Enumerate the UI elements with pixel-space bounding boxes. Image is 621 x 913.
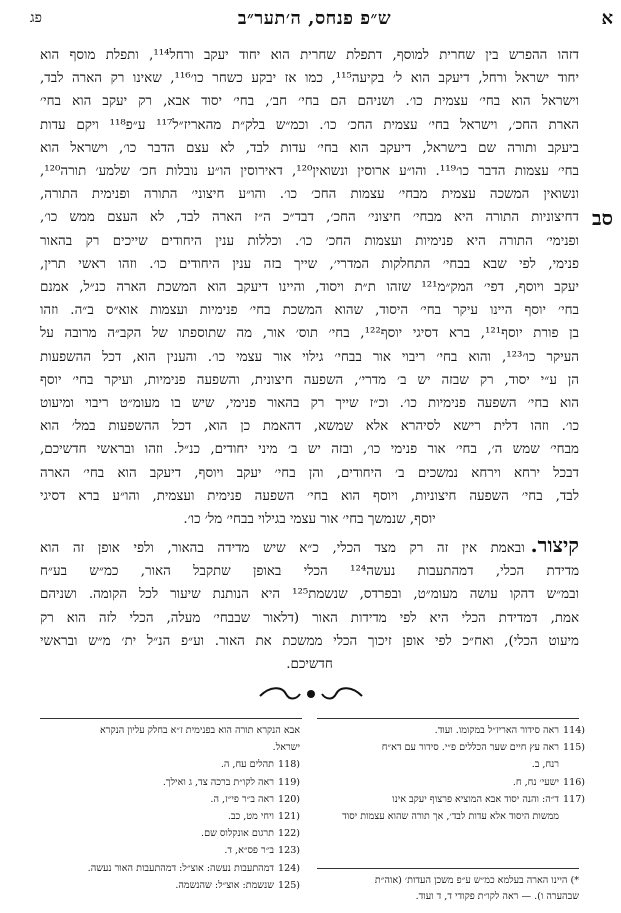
header-mark: א — [601, 8, 613, 29]
text-line: הארת החכ׳, וישראל בחי׳ עצמית החכ׳ כו׳. וכמ״ש בלק״ת מהאריז״ל¹¹⁷ ע״פ¹¹⁸ ויקם עדות — [40, 117, 579, 133]
star-footnote — [317, 868, 579, 905]
page-number: פג — [30, 10, 42, 26]
footnote — [32, 756, 300, 773]
star-footnote-line: שבהערה ו). — ראה לקו״ת פקודי ד, ד ועוד. — [415, 891, 579, 902]
text-line: העיקר כו׳¹²³, והוא בחי׳ ריבוי אור בבחי׳ גילוי אור עצמי כו׳. והענין הוא, דכל ההשפעות — [40, 349, 579, 365]
text-line: יוסף, שנמשך בחי׳ אור עצמי בגילוי בבחי׳ מל׳ כו׳. — [183, 512, 436, 528]
margin-section-mark: סב — [591, 206, 613, 230]
footnote-rule-left — [40, 718, 302, 719]
footnote-text: ראה סידור האריז״ל במקומו. ועוד. — [434, 725, 559, 736]
summary-first-line-text: ובאמת אין זה רק מצד הכלי, כ״א שיש מדידה בהאור, ולפי אופן זה הוא — [40, 541, 525, 556]
footnote-text: ישראל. — [272, 742, 300, 754]
text-line: ונשואין המשכה עצמית מבחי׳ עצמות החכ׳ כו׳. והו״ע חיצוני׳ התורה ופנימית התורה, — [40, 187, 579, 203]
text-line: דזהו ההפרש בין שחרית למוסף, דתפלת שחרית הוא יחוד יעקב ורחל¹¹⁴, ותפלת מוסף הוא — [40, 48, 579, 63]
summary-line: מדידת הכלי, דמהתעבות נעשה¹²⁴ הכלי באופן שתקבל האור, כמ״ש בע״ח — [40, 564, 579, 580]
footnote-number: 123) — [278, 845, 300, 857]
footnote-number: 114) — [563, 725, 585, 736]
footnote-number: 118) — [278, 759, 300, 771]
running-title: ש״פ פנחס, ה׳תער״ב — [237, 8, 392, 29]
footnote — [317, 774, 585, 791]
footnote — [317, 756, 585, 773]
text-line: פנימי, לפי שבא בבחי׳ התחלקות המדרי׳, שייך בזה ענין היחודים כו׳. וזהו ראשי תרין, — [40, 256, 579, 272]
text-line: ביעקב ותורה שם בישראל, דיעקב הוא בחי׳ עדות לבד, לא עצם הדבר כו׳, וישראל הוא — [40, 140, 579, 156]
footnote-text: ראה ב״ר פי״ז, ה. — [210, 793, 274, 805]
text-line: לבד, בחי׳ השפעה חיצוניות, ויוסף הוא בחי׳ השפעה פנימית ועצמית, והו״ע ברא דסיגי — [40, 488, 579, 504]
footnote — [32, 860, 300, 877]
flourish-icon — [256, 684, 366, 704]
footnote — [317, 739, 585, 756]
footnote — [32, 774, 300, 791]
footnote-text: ראה עץ חיים שער הכללים פ״י. סידור עם דא״ח — [381, 742, 559, 754]
text-line: הוא בחי׳ השפעה פנימיות כו׳. וכ״ז שייך רק בהאור פנימי, שיש בו מעומ״ט ריבוי ומיעוט — [40, 396, 579, 412]
footnote-number: 121) — [278, 811, 300, 823]
footnote-text: ראה לקו״ת ברכה צד, ג ואילך. — [162, 776, 274, 788]
footnote-number: 117) — [563, 793, 585, 805]
footnote — [32, 739, 300, 756]
text-line: וישראל הוא בחי׳ עצמית כו׳. ושניהם הם בחי׳ חב׳, בחי׳ יסוד אבא, רק יעקב הוא בחי׳ — [40, 94, 579, 110]
footnotes-column-left — [32, 722, 300, 894]
footnote — [317, 808, 585, 825]
main-text — [40, 44, 579, 531]
text-line: ופנימי׳ התורה היא פנימיות ועצמות החכ׳ כו׳. וכללות ענין היחודים שייכים רק בהאור — [40, 233, 579, 249]
footnote — [32, 877, 300, 894]
text-line: בחי׳ יוסף היינו עיקר בחי׳ היסוד, שהוא המשכת בחי׳ פנימיות ועצמות אוא״ס ב״ה. וזהו — [40, 303, 579, 319]
footnote-rule-right — [317, 718, 579, 719]
summary-line: אמת, דמדידת הכלי היא לפי מדידות האור (דלאור שבבחי׳ מעלה, הכלי לזה הוא רק — [40, 610, 579, 626]
text-line: יעקב ויוסף, דפי׳ המק״מ¹²¹ שזהו ת״ת ויסוד, והיינו דיעקב הוא המשכת הארה כנ״ל, אמנם — [40, 280, 579, 296]
footnote — [32, 722, 300, 739]
star-footnote-line: *) היינו הארה בעלמא כמ״ש ע״פ משכן העדות׳ (אוה״ת — [374, 875, 579, 886]
text-line: דחיצוניות התורה היא מבחי׳ חיצוני׳ החכ׳, דבד״כ ה״ז הארה לבד, לא העצם ממש כו׳, — [40, 210, 579, 226]
footnote-text: ויחי מט, כב. — [227, 811, 274, 823]
footnote — [32, 842, 300, 859]
footnote-text: ממשות היסוד אלא עדות לבד׳, אך תורה שהוא עצמות יסוד — [342, 811, 559, 823]
summary-line: מיעוט הכלי), ואח״כ לפי אופן זיכוך הכלי ממשכת את האור. וע״פ הנ״ל ית׳ מ״ש ובראשי — [40, 633, 579, 649]
footnote — [32, 808, 300, 825]
ornament-divider — [0, 684, 621, 704]
text-line: מבחי׳ שמש ה׳, בחי׳ אור פנימי כו׳, ובזה יש ב׳ מיני יחודים, כנ״ל. וזהו ובראשי חדשיכם, — [40, 442, 579, 458]
summary-first-line — [40, 534, 579, 560]
footnote-text: רנח, ב. — [531, 759, 559, 771]
footnote — [317, 791, 585, 808]
summary-lines — [40, 560, 579, 676]
footnote-number: 125) — [278, 879, 300, 891]
footnote — [32, 791, 300, 808]
footnote-text: שנשמת: אוצ״ל: שהנשמה. — [175, 879, 274, 891]
footnote-text: תהלים עח, ה. — [220, 759, 274, 771]
text-line: יחוד ישראל ורחל, דיעקב הוא ל׳ בקיעה¹¹⁵, כמו אז יבקע כשחר כו׳¹¹⁶, שאינו רק הארה לבד, — [40, 71, 579, 87]
page-header — [22, 6, 613, 32]
footnote-text: תרגום אונקלוס שם. — [201, 828, 274, 840]
footnote-text: ד״ה: והנה יסוד אבא המוציא פרצוף יעקב אינו — [392, 793, 559, 805]
summary-line: ובמ״ש דהקו עושה מעומ״ט, ובפרדס, שנשמת¹²⁵ היא הנותנת שיעור לכל הקומה. ושניהם — [40, 587, 579, 603]
summary-section — [40, 534, 579, 676]
footnote-text: ב״ר פס״א, ד. — [224, 845, 274, 857]
footnote-number: 122) — [278, 828, 300, 840]
footnote-number: 119) — [278, 776, 300, 788]
summary-line: חדשיכם. — [286, 657, 333, 673]
footnote — [32, 825, 300, 842]
footnote-number: 116) — [563, 776, 585, 788]
footnote-number: 120) — [278, 793, 300, 805]
text-line: הן ע״י יסוד, רק שבזה יש ב׳ מדרי׳, השפעה חיצונית, והשפעה פנימיות, ועיקר בחי׳ יוסף — [40, 372, 579, 388]
footnote-number: 124) — [278, 862, 300, 874]
footnote-number: 115) — [563, 742, 585, 754]
footnotes-column-right — [317, 722, 585, 825]
summary-heading: קיצור. — [530, 534, 579, 557]
text-line: כו׳. וזהו דלית רישא לסיהרא אלא שמשא, דהאמת כן הוא, דכל ההשפעות במל׳ הוא — [40, 419, 579, 435]
text-line: בן פורת יוסף¹²¹, ברא דסיגי יוסף¹²², בחי׳ תוס׳ אור, מה שתוספתו של הקב״ה מרובה על — [40, 326, 579, 342]
footnote-text: אבא הנקרא תורה הוא בפנימית ז״א בחלק עליון הנקרא — [100, 725, 300, 736]
text-line: בחי׳ עצמות הדבר כו׳¹¹⁹. והו״ע ארוסין ונשואין¹²⁰, דאירוסין הו״ע נובלות חכ׳ שלמע׳ תורה¹²⁰, — [40, 164, 579, 180]
footnote — [317, 722, 585, 739]
footnote-text: דמהתעבות נעשה: אוצ״ל: דמהתעבות האור נעשה. — [87, 862, 274, 874]
text-line: דבכל ירחא וירחא נמשכים ב׳ היחודים, והן בחי׳ יעקב ויוסף, דיעקב הוא בחי׳ הארה — [40, 465, 579, 481]
footnote-text: ישעי׳ נח, ח. — [512, 776, 559, 788]
